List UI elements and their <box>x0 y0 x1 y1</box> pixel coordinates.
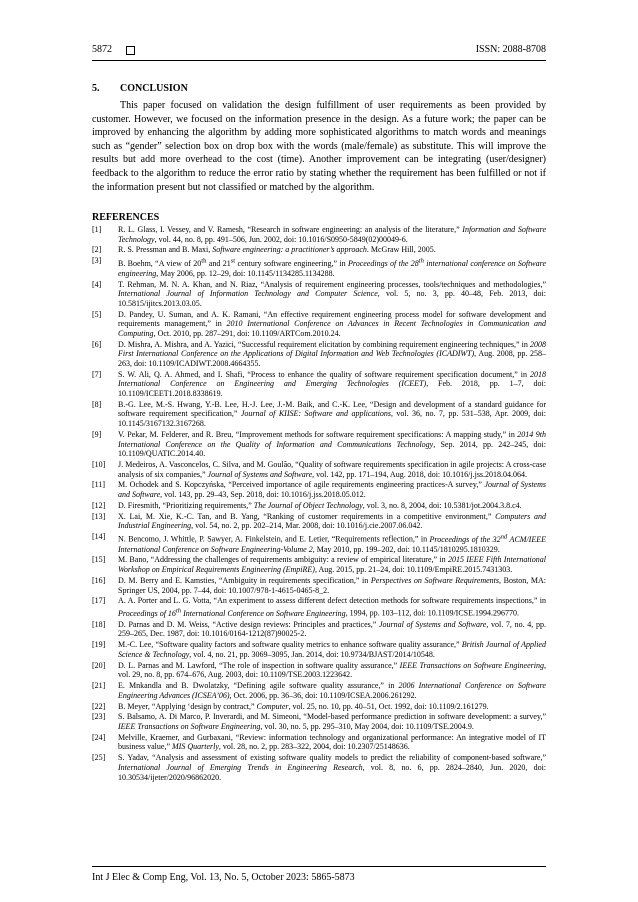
reference-text: R. L. Glass, I. Vessey, and V. Ramesh, “Research in software engineering: an analysis of the literature,” Information and Software Technology, vol. 44, no. 8, pp. 491–506, Jun. 2002, doi: 10.1016/S0950-5849(02)00049-6. <box>118 225 547 244</box>
reference-text: S. Yadav, “Analysis and assessment of existing software quality models to predict the reliability of component-based software,” International Journal of Emerging Trends in Engineering Research, vol. 8, no. 6, pp. 2824–2840, Jun. 2020, doi: 10.30534/ijeter/2020/96862020. <box>118 753 547 782</box>
reference-number: [3] <box>92 256 102 266</box>
reference-item <box>92 340 546 369</box>
reference-text: A. A. Porter and L. G. Votta, “An experiment to assess different defect detection methods for software requirements inspections,” in Proceedings of 16th International Conference on Software Engineering, 1994, pp. 103–112, doi: 10.1109/ICSE.1994.296770. <box>118 596 546 618</box>
reference-number: [10] <box>92 459 106 469</box>
reference-item <box>92 310 546 339</box>
reference-item <box>92 512 546 531</box>
reference-item <box>92 370 546 399</box>
reference-number: [24] <box>92 732 106 742</box>
reference-text: M.-C. Lee, “Software quality factors and software quality metrics to enhance software quality assurance,” British Journal of Applied Science & Technology, vol. 4, no. 21, pp. 3069–3095, Jan. 2014, doi: 10.9734/BJAST/2014/10548. <box>118 640 546 659</box>
page-footer: Int J Elec & Comp Eng, Vol. 13, No. 5, October 2023: 5865-5873 <box>92 872 355 883</box>
reference-text: M. Ochodek and S. Kopczyńska, “Perceived importance of agile requirements engineering practices-A survey,” Journal of Systems and Software, vol. 143, pp. 29–43, Sep. 2018, doi: 10.1016/j.jss.2018.05.012. <box>118 480 546 500</box>
reference-item <box>92 532 546 554</box>
reference-text: B.-G. Lee, M.-S. Hwang, Y.-B. Lee, H.-J. Lee, J.-M. Baik, and C.-K. Lee, “Design and development of a standard guidance for software requirement specification,” Journal of KIISE: Software and applications, vol. 36, no. 7, pp. 531–538, Apr. 2009, doi: 10.1145/3167132.3167268. <box>118 399 546 429</box>
reference-item <box>92 430 546 459</box>
reference-item <box>92 712 546 731</box>
section-title: CONCLUSION <box>120 83 188 94</box>
reference-number: [11] <box>92 480 106 490</box>
reference-number: [20] <box>92 660 106 670</box>
conclusion-section <box>92 82 546 194</box>
reference-item <box>92 555 546 574</box>
reference-number: [12] <box>92 500 106 510</box>
reference-item <box>92 501 546 511</box>
reference-item <box>92 640 546 659</box>
reference-item <box>92 753 546 782</box>
reference-text: D. M. Berry and E. Kamsties, “Ambiguity in requirements specification,” in Perspectives on Software Requirements, Boston, MA: Springer US, 2004, pp. 7–44, doi: 10.1007/978-1-4615-0465-8_2. <box>118 575 547 595</box>
reference-text: D. Parnas and D. M. Weiss, “Active design reviews: Principles and practices,” Journal of Systems and Software, vol. 7, no. 4, pp. 259–265, Dec. 1987, doi: 10.1016/0164-1212(87)90025-2. <box>118 619 546 639</box>
reference-item <box>92 596 546 618</box>
header-rule <box>92 60 546 61</box>
reference-item <box>92 245 546 255</box>
reference-number: [8] <box>92 399 102 409</box>
reference-number: [23] <box>92 712 106 722</box>
references-section <box>92 211 546 783</box>
reference-number: [1] <box>92 225 102 234</box>
issn-label: ISSN: 2088-8708 <box>475 44 546 55</box>
reference-text: M. Bano, “Addressing the challenges of requirements ambiguity: a review of empirical literature,” in 2015 IEEE Fifth International Workshop on Empirical Requirements Engineering (EmpiRE), Aug. 2015, pp. 21–24, doi: 10.1109/EmpiRE.2015.7431303. <box>118 555 546 575</box>
reference-list <box>92 225 546 782</box>
reference-number: [15] <box>92 555 106 565</box>
reference-number: [17] <box>92 596 106 606</box>
reference-item <box>92 620 546 639</box>
reference-number: [13] <box>92 511 106 521</box>
reference-text: D. Mishra, A. Mishra, and A. Yazici, “Successful requirement elicitation by combining requirement engineering techniques,” in 2008 First International Conference on the Applications of Digital Information and Web Technologies (ICADIWT), Aug. 2008, pp. 258–263, doi: 10.1109/ICADIWT.2008.4664355. <box>118 339 546 368</box>
reference-text: S. W. Ali, Q. A. Ahmed, and I. Shafi, “Process to enhance the quality of software requirement specification document,” in 2018 International Conference on Engineering and Emerging Technologies (ICEET), Feb. 2018, pp. 1–7, doi: 10.1109/ICEET1.2018.8338619. <box>118 369 546 398</box>
reference-number: [16] <box>92 575 106 585</box>
reference-text: B. Meyer, “Applying ‘design by contract,” Computer, vol. 25, no. 10, pp. 40–51, Oct. 1992, doi: 10.1109/2.161279. <box>118 701 489 711</box>
reference-text: N. Bencomo, J. Whittle, P. Sawyer, A. Finkelstein, and E. Letier, “Requirements reflection,” in Proceedings of the 32nd ACM/IEEE International Conference on Software Engineering-Volume 2, May 2010, pp. 199–202, doi: 10.1145/1810295.1810329. <box>118 533 546 554</box>
reference-number: [19] <box>92 640 106 650</box>
reference-text: D. Pandey, U. Suman, and A. K. Ramani, “An effective requirement engineering process model for software development and requirements management,” in 2010 International Conference on Advances in Recent Technologies in Communication and Computing, Oct. 2010, pp. 287–291, doi: 10.1109/ARTCom.2010.24. <box>118 309 547 338</box>
footer-rule <box>92 866 546 867</box>
reference-item <box>92 280 546 309</box>
conclusion-paragraph: This paper focused on validation the design fulfillment of user requirements as been provided by customer. However, we focused on the information presence in the design. As a future work; the paper can be improved by enhancing the algorithm by adding more sophisticated algorithms to match words and meanings such as “gender” selection box on drop box with the words (male/female) as substitute. This will improve the results but add more overhead to the cost (time). Another improvement can be integrating (user/designer) feedback to the algorithm to reduce the error ratio by stating whether the requirement has been fulfilled or not if the information present but not classified or matched by the algorithm. <box>92 100 546 193</box>
reference-number: [9] <box>92 429 102 439</box>
reference-text: T. Rehman, M. N. A. Khan, and N. Riaz, “Analysis of requirement engineering processes, tools/techniques and methodologies,” International Journal of Information Technology and Computer Science, vol. 5, no. 3, pp. 40–48, Feb. 2013, doi: 10.5815/ijitcs.2013.03.05. <box>118 279 546 308</box>
reference-text: B. Boehm, “A view of 20th and 21st century software engineering,” in Proceedings of the 28th international conference on Software engineering, May 2006, pp. 12–29, doi: 10.1145/1134285.1134288. <box>118 257 547 278</box>
section-heading <box>92 82 546 95</box>
reference-number: [18] <box>92 619 106 629</box>
reference-item <box>92 661 546 680</box>
reference-number: [22] <box>92 701 106 711</box>
reference-text: X. Lai, M. Xie, K.-C. Tan, and B. Yang, “Ranking of customer requirements in a competitive environment,” Computers and Industrial Engineering, vol. 54, no. 2, pp. 202–214, Mar. 2008, doi: 10.1016/j.cie.2007.06.042. <box>118 511 546 531</box>
reference-item <box>92 225 546 244</box>
reference-number: [5] <box>92 309 102 319</box>
reference-number: [21] <box>92 681 106 691</box>
reference-number: [4] <box>92 279 102 289</box>
reference-text: E. Mnkandla and B. Dwolatzky, “Defining agile software quality assurance,” in 2006 International Conference on Software Engineering Advances (ICSEA’06), Oct. 2006, pp. 36–36, doi: 10.1109/ICSEA.2006.261292. <box>118 681 546 700</box>
reference-item <box>92 702 546 712</box>
reference-item <box>92 400 546 429</box>
reference-text: J. Medeiros, A. Vasconcelos, C. Silva, and M. Goulão, “Quality of software requirements specification in agile projects: A cross-case analysis of six companies,” Journal of Systems and Software, vol. 142, pp. 171–194, Aug. 2018, doi: 10.1016/j.jss.2018.04.064. <box>118 459 546 479</box>
page-number: 5872 <box>92 44 112 55</box>
reference-text: D. Firesmith, “Prioritizing requirements,” The Journal of Object Technology, vol. 3, no. 8, 2004, doi: 10.5381/jot.2004.3.8.c4. <box>118 500 522 510</box>
references-heading: REFERENCES <box>92 212 160 223</box>
section-number: 5. <box>92 83 100 94</box>
reference-item <box>92 460 546 479</box>
square-icon <box>126 46 135 55</box>
reference-text: D. L. Parnas and M. Lawford, “The role of inspection in software quality assurance,” IEEE Transactions on Software Engineering, vol. 29, no. 8, pp. 674–676, Aug. 2003, doi: 10.1109/TSE.2003.1223642. <box>118 660 546 680</box>
reference-item <box>92 576 546 595</box>
reference-item <box>92 681 546 700</box>
reference-number: [2] <box>92 245 102 255</box>
reference-text: S. Balsamo, A. Di Marco, P. Inverardi, and M. Simeoni, “Model-based performance prediction in software development: a survey,” IEEE Transactions on Software Engineering, vol. 30, no. 5, pp. 295–310, May 2004, doi: 10.1109/TSE.2004.9. <box>118 712 546 731</box>
reference-item <box>92 733 546 752</box>
reference-number: [25] <box>92 753 106 763</box>
reference-number: [6] <box>92 339 102 349</box>
reference-item <box>92 480 546 499</box>
reference-text: R. S. Pressman and B. Maxi, Software engineering: a practitioner’s approach. McGraw Hill, 2005. <box>118 245 436 255</box>
reference-number: [7] <box>92 369 102 379</box>
page-header <box>92 42 546 58</box>
reference-item <box>92 256 546 278</box>
reference-text: Melville, Kraemer, and Gurbaxani, “Review: information technology and organizational performance: An integrative model of IT business value,” MIS Quarterly, vol. 28, no. 2, pp. 283–322, 2004, doi: 10.2307/25148636. <box>118 732 546 752</box>
reference-number: [14] <box>92 532 106 542</box>
reference-text: V. Pekar, M. Felderer, and R. Breu, “Improvement methods for software requirement specifications: A mapping study,” in 2014 9th International Conference on the Quality of Information and Communications Technology, Sep. 2014, pp. 242–245, doi: 10.1109/QUATIC.2014.40. <box>118 429 546 459</box>
